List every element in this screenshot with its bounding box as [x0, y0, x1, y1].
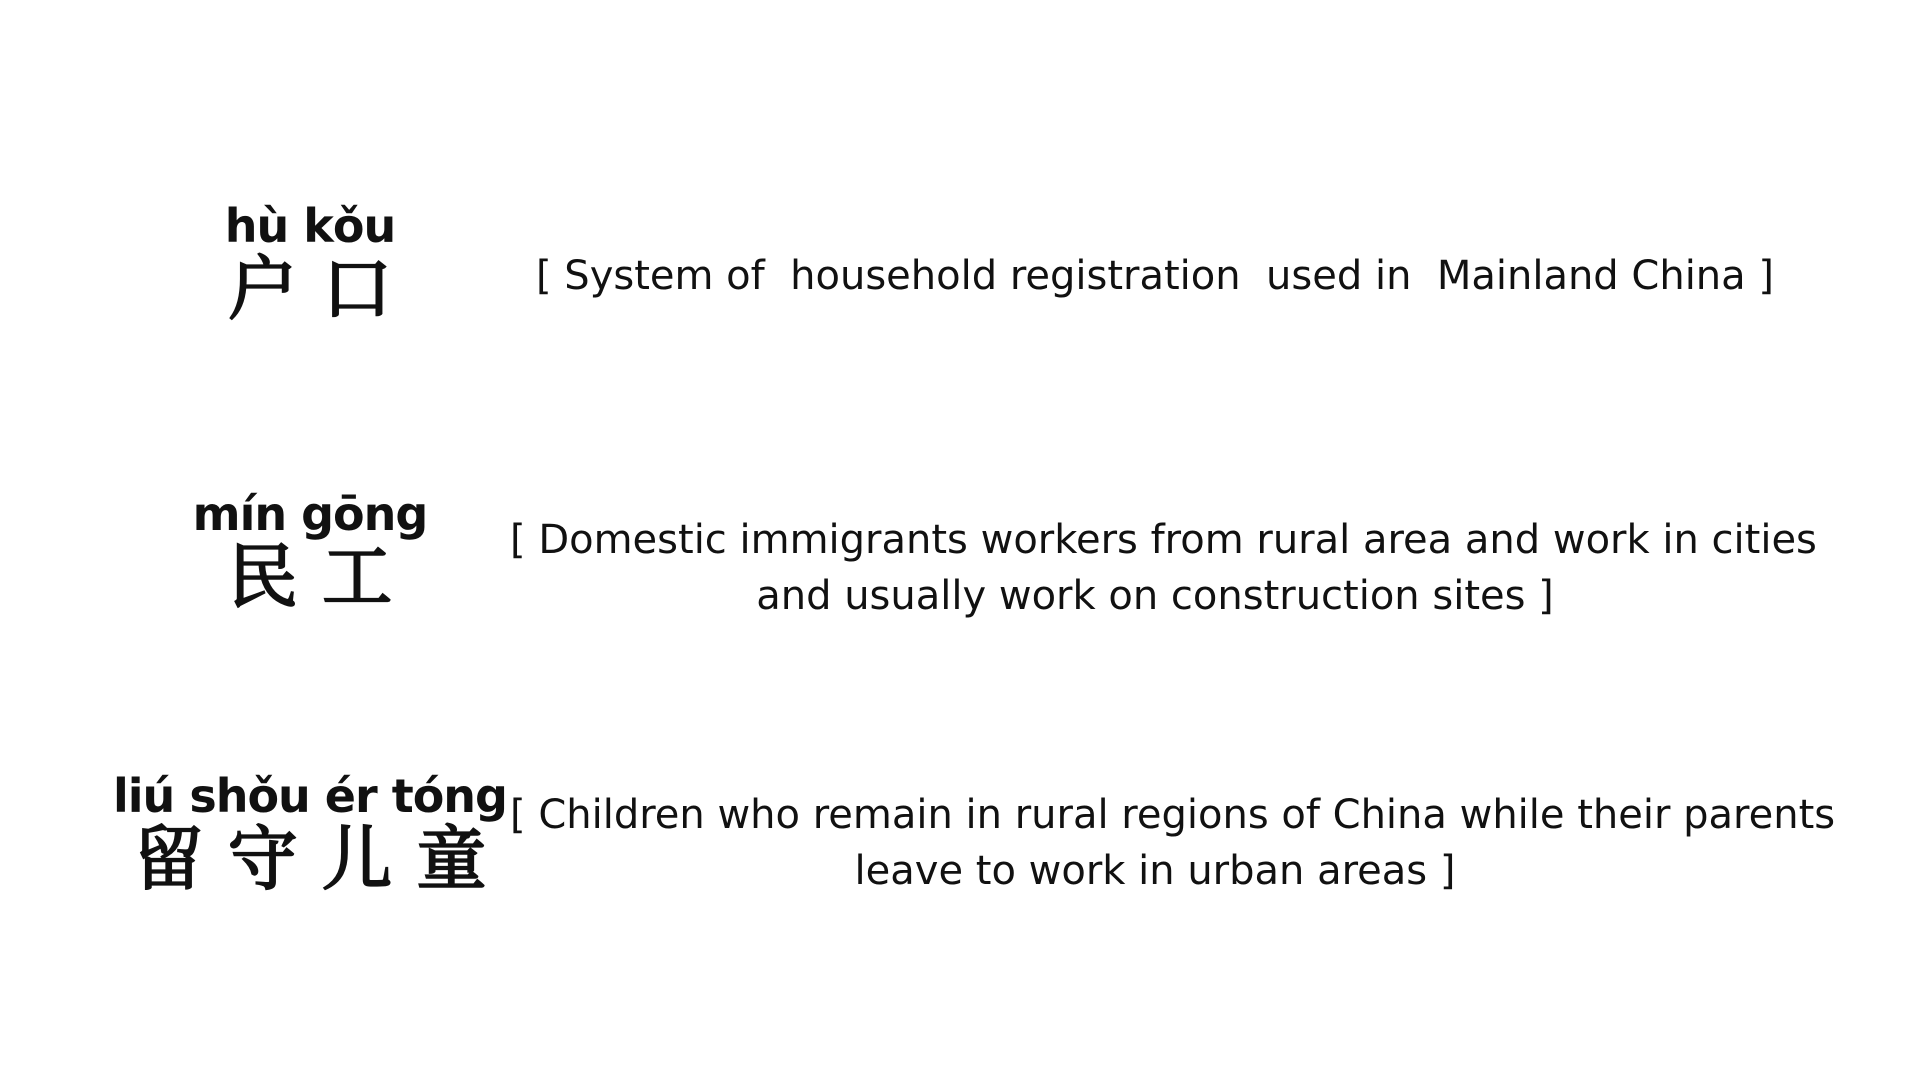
term-mingong [100, 487, 520, 618]
pinyin-mingong: mín gōng [192, 487, 428, 541]
term-hukou [100, 199, 520, 330]
hanzi-mingong: 民 工 [227, 536, 393, 618]
hanzi-liushou-ertong: 留 守 儿 童 [133, 818, 487, 900]
definition-liushou-ertong: [ Children who remain in rural regions of China while their parents leave to work in urban areas ] [510, 792, 1836, 894]
term-liushou-ertong [100, 769, 520, 900]
definition-hukou: [ System of household registration used in Mainland China ] [535, 253, 1774, 299]
hanzi-hukou: 户 口 [227, 248, 393, 330]
pinyin-hukou: hù kǒu [224, 199, 396, 253]
pinyin-liushou-ertong: liú shǒu ér tóng [113, 769, 507, 823]
definition-mingong: [ Domestic immigrants workers from rural area and work in cities and usually work on construction sites ] [510, 517, 1817, 619]
